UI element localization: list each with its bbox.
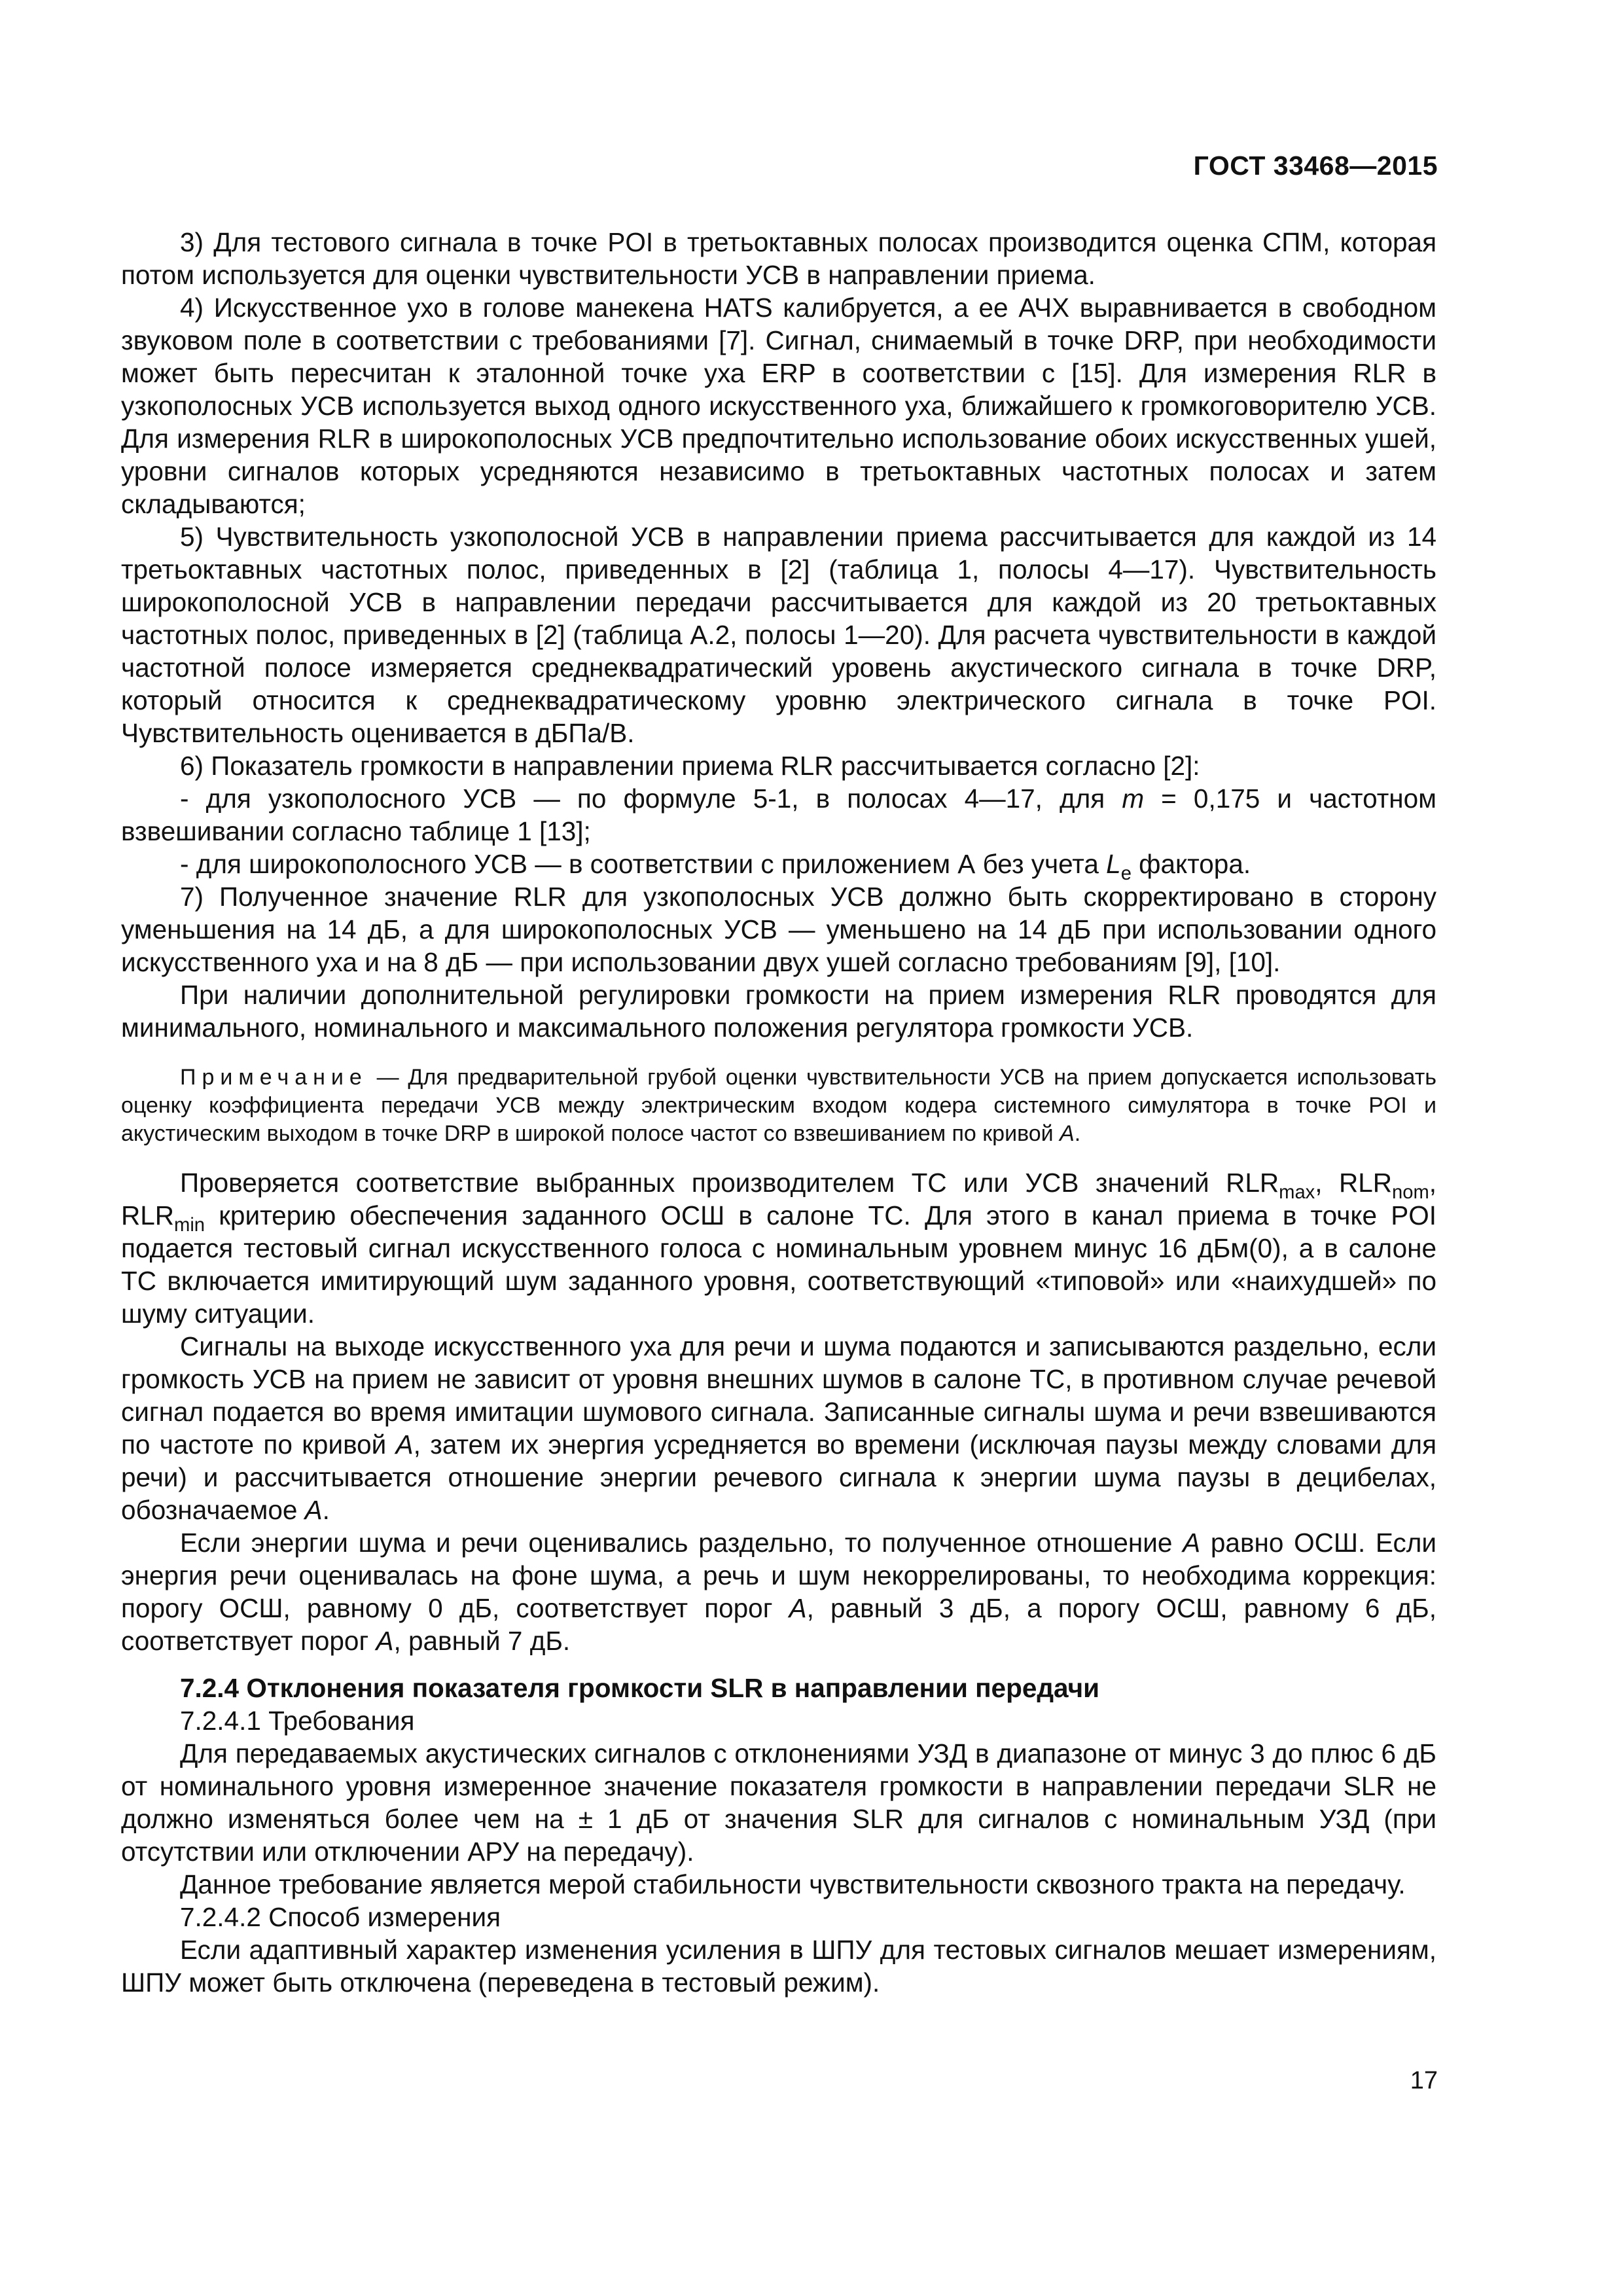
- paragraph-item-5: 5) Чувствительность узкополосной УСВ в направлении приема рассчитывается для каждой из 14 третьоктавных частотных полос, приведенных в [2] (таблица 1, полосы 4—17). Чувствительность широкополосной УСВ в направлении передачи рассчитывается для каждой из 20 третьоктавных частотных полос, приведенных в [2] (таблица А.2, полосы 1—20). Для расчета чувствительности в каждой частотной полосе измеряется среднеквадратический уровень акустического сигнала в точке DRP, который относится к среднеквадратическому уровню электрического сигнала в точке POI. Чувствительность оценивается в дБПа/В.: [121, 522, 1436, 748]
- text-segment: - для широкополосного УСВ — в соответствии с приложением А без учета: [180, 849, 1107, 879]
- variable-a: А: [304, 1495, 323, 1525]
- variable-a: А: [789, 1593, 807, 1623]
- text-segment: .: [322, 1495, 330, 1525]
- text-segment: , RLR: [121, 1168, 1436, 1230]
- variable-m: m: [1122, 783, 1145, 814]
- paragraph-volume-control: При наличии дополнительной регулировки громкости на прием измерения RLR проводятся для минимального, номинального и максимального положения регулятора громкости УСВ.: [121, 980, 1436, 1043]
- paragraph-item-6-wideband: [121, 848, 1436, 885]
- paragraph-item-4: 4) Искусственное ухо в голове манекена HATS калибруется, а ее АЧХ выравнивается в свободном звуковом поле в соответствии с требованиями [7]. Сигнал, снимаемый в точке DRP, при необходимости может быть пересчитан к эталонной точке уха ERP в соответствии с [15]. Для измерения RLR в узкополосных УСВ используется выход одного искусственного уха, ближайшего к громкоговорителю УСВ. Для измерения RLR в широкополосных УСВ предпочтительно использование обоих искусственных ушей, уровни сигналов которых усредняются независимо в третьоктавных частотных полосах и затем складываются;: [121, 293, 1436, 519]
- text-segment: критерию обеспечения заданного ОСШ в салоне ТС. Для этого в канал приема в точке POI подается тестовый сигнал искусственного голоса с номинальным уровнем минус 16 дБм(0), а в салоне ТС включается имитирующий шум заданного уровня, соответствующий «типовой» или «наихудшей» по шуму ситуации.: [121, 1200, 1436, 1329]
- paragraph-energies: [121, 1526, 1436, 1657]
- variable-a: А: [395, 1429, 414, 1460]
- page-number: 17: [1410, 2067, 1438, 2094]
- subscript-e: e: [1120, 863, 1132, 885]
- variable-a: A: [1060, 1121, 1075, 1146]
- text-segment: Если энергии шума и речи оценивались раздельно, то полученное отношение: [180, 1528, 1183, 1558]
- note-block: [121, 1064, 1436, 1148]
- section-heading: 7.2.4 Отклонения показателя громкости SLR в направлении передачи: [180, 1673, 1099, 1703]
- paragraph-method-1: Если адаптивный характер изменения усиления в ШПУ для тестовых сигналов мешает измерениям, ШПУ может быть отключена (переведена в тестовый режим).: [121, 1935, 1436, 1998]
- paragraph-item-7: 7) Полученное значение RLR для узкополосных УСВ должно быть скорректировано в сторону уменьшения на 14 дБ, а для широкополосных УСВ — уменьшено на 14 дБ при использовании одного искусственного уха и на 8 дБ — при использовании двух ушей согласно требованиям [9], [10].: [121, 882, 1436, 977]
- subscript-nom: nom: [1392, 1182, 1429, 1204]
- text-segment: , затем их энергия усредняется во времени (исключая паузы между словами для речи) и рассчитывается отношение энергии речевого сигнала к энергии шума паузы в децибелах, обозначаемое: [121, 1429, 1436, 1525]
- text-segment: , равный 7 дБ.: [393, 1626, 571, 1656]
- variable-a: А: [376, 1626, 394, 1656]
- paragraph-requirement-1: Для передаваемых акустических сигналов с отклонениями УЗД в диапазоне от минус 3 до плюс 6 дБ от номинального уровня измеренное значение показателя громкости в направлении передачи SLR не должно изменяться более чем на ± 1 дБ от значения SLR для сигналов с номинальным УЗД (при отсутствии или отключении АРУ на передачу).: [121, 1738, 1436, 1867]
- paragraph-item-6: 6) Показатель громкости в направлении приема RLR рассчитывается согласно [2]:: [180, 751, 1200, 781]
- paragraph-rlr-check: [121, 1166, 1436, 1330]
- subsection-title-requirements: 7.2.4.1 Требования: [180, 1706, 415, 1736]
- text-segment: Проверяется соответствие выбранных производителем ТС или УСВ значений RLR: [180, 1168, 1279, 1198]
- paragraph-item-6-narrowband: [121, 782, 1436, 848]
- subscript-min: min: [174, 1215, 205, 1236]
- text-segment: , равный 3 дБ, а порогу ОСШ, равному 6 дБ, соответствует порог: [121, 1593, 1436, 1656]
- text-segment: фактора.: [1131, 849, 1251, 879]
- variable-a: А: [1183, 1528, 1201, 1558]
- subsection-title-method: 7.2.4.2 Способ измерения: [180, 1902, 501, 1932]
- text-segment: , RLR: [1315, 1168, 1393, 1198]
- note-label: Примечание: [180, 1065, 368, 1090]
- text-segment: - для узкополосного УСВ — по формуле 5-1, в полосах 4—17, для: [180, 783, 1122, 814]
- document-body: [121, 226, 1436, 1999]
- paragraph-item-3: 3) Для тестового сигнала в точке POI в третьоктавных полосах производится оценка СПМ, которая потом используется для оценки чувствительности УСВ в направлении приема.: [121, 227, 1436, 290]
- subscript-max: max: [1279, 1182, 1315, 1204]
- text-segment: равно ОСШ. Если энергия речи оценивалась на фоне шума, а речь и шум некоррелированы, то необходима коррекция: порогу ОСШ, равному 0 дБ, соответствует порог: [121, 1528, 1436, 1623]
- note-text: — Для предварительной грубой оценки чувствительности УСВ на прием допускается использовать оценку коэффициента передачи УСВ между электрическим входом кодера системного симулятора в точке POI и акустическим выходом в точке DRP в широкой полосе частот со взвешиванием по кривой: [121, 1065, 1436, 1146]
- variable-l: L: [1106, 849, 1121, 879]
- standard-number-header: ГОСТ 33468—2015: [1193, 151, 1438, 181]
- text-segment: .: [1074, 1121, 1081, 1146]
- paragraph-requirement-2: Данное требование является мерой стабильности чувствительности сквозного тракта на передачу.: [180, 1869, 1406, 1899]
- paragraph-signals: [121, 1330, 1436, 1526]
- text-segment: = 0,175 и частотном взвешивании согласно таблице 1 [13];: [121, 783, 1436, 846]
- text-segment: Сигналы на выходе искусственного уха для речи и шума подаются и записываются раздельно, если громкость УСВ на прием не зависит от уровня внешних шумов в салоне ТС, в противном случае речевой сигнал подается во время имитации шумового сигнала. Записанные сигналы шума и речи взвешиваются по частоте по кривой: [121, 1331, 1436, 1460]
